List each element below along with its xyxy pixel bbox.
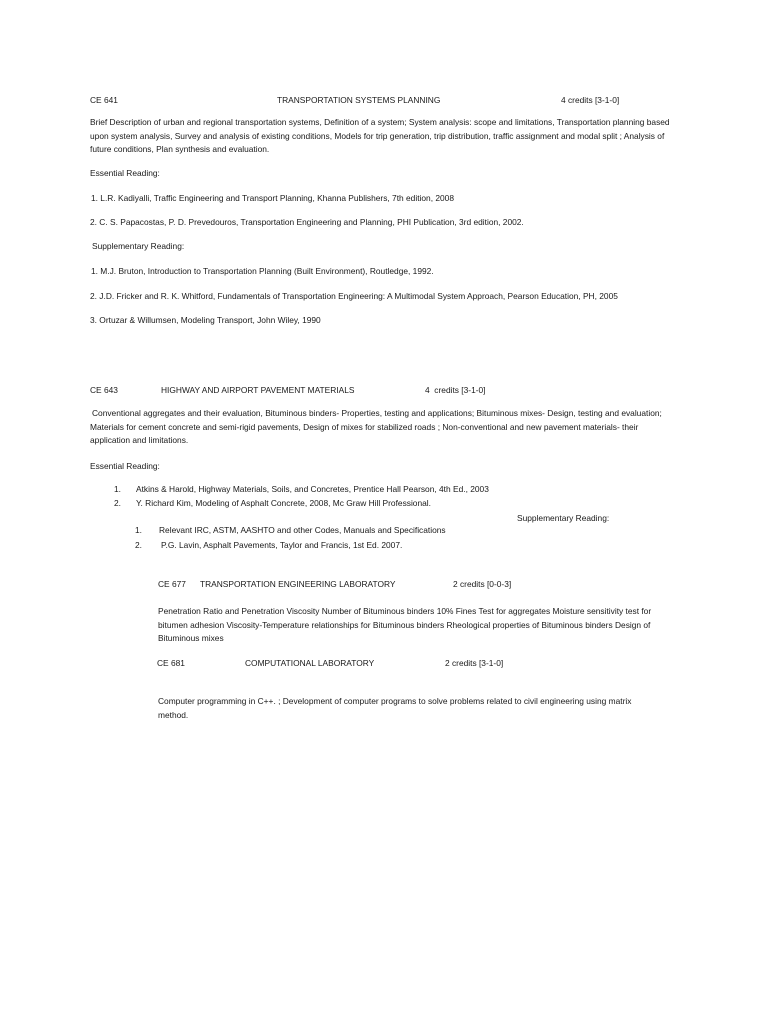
supplementary-reading-heading: Supplementary Reading: <box>517 513 610 523</box>
course-title: TRANSPORTATION SYSTEMS PLANNING <box>277 95 441 105</box>
course-credits: 2 credits [0-0-3] <box>453 579 512 589</box>
course-title: TRANSPORTATION ENGINEERING LABORATORY <box>200 579 396 589</box>
reference-item: Atkins & Harold, Highway Materials, Soils, and Concretes, Prentice Hall Pearson, 4th Ed., 2003 <box>136 484 489 494</box>
list-number: 1. <box>114 484 121 494</box>
reference-item: P.G. Lavin, Asphalt Pavements, Taylor and Francis, 1st Ed. 2007. <box>161 540 403 550</box>
essential-reading-heading: Essential Reading: <box>90 168 160 178</box>
reference-item: 2. J.D. Fricker and R. K. Whitford, Fundamentals of Transportation Engineering: A Multimodal System Approach, Pearson Education, PH, 2005 <box>90 291 618 301</box>
reference-item: Relevant IRC, ASTM, AASHTO and other Codes, Manuals and Specifications <box>159 525 446 535</box>
list-number: 1. <box>135 525 142 535</box>
course-description: Computer programming in C++. ; Development of computer programs to solve problems related to civil engineering using matrix method. <box>158 696 632 720</box>
essential-reading-heading: Essential Reading: <box>90 461 160 471</box>
course-description: Penetration Ratio and Penetration Viscosity Number of Bituminous binders 10% Fines Test for aggregates Moisture sensitivity test for bitumen adhesion Viscosity-Temperature relationships for Bituminous binders Rheological properties of Bituminous binders Design of Bituminous mixes <box>158 606 652 643</box>
reference-item: Y. Richard Kim, Modeling of Asphalt Concrete, 2008, Mc Graw Hill Professional. <box>136 498 431 508</box>
course-credits: 4 credits [3-1-0] <box>425 385 486 395</box>
course-title: COMPUTATIONAL LABORATORY <box>245 658 375 668</box>
course-code: CE 643 <box>90 385 118 395</box>
reference-item: 3. Ortuzar & Willumsen, Modeling Transport, John Wiley, 1990 <box>90 315 321 325</box>
reference-item: 2. C. S. Papacostas, P. D. Prevedouros, Transportation Engineering and Planning, PHI Publication, 3rd edition, 2002. <box>90 217 524 227</box>
course-description: Brief Description of urban and regional transportation systems, Definition of a system; System analysis: scope and limitations, Transportation planning based upon system analysis, Survey and analysis of existing conditions, Models for trip generation, trip distribution, traffic assignment and modal split ; Analysis of future conditions, Plan synthesis and evaluation. <box>90 117 670 154</box>
reference-item: 1. L.R. Kadiyalli, Traffic Engineering and Transport Planning, Khanna Publishers, 7th edition, 2008 <box>91 193 454 203</box>
course-code: CE 677 <box>158 579 186 589</box>
course-title: HIGHWAY AND AIRPORT PAVEMENT MATERIALS <box>161 385 355 395</box>
course-code: CE 681 <box>157 658 185 668</box>
list-number: 2. <box>135 540 142 550</box>
list-number: 2. <box>114 498 121 508</box>
supplementary-reading-heading: Supplementary Reading: <box>92 241 185 251</box>
course-credits: 4 credits [3-1-0] <box>561 95 620 105</box>
course-code: CE 641 <box>90 95 118 105</box>
course-description: Conventional aggregates and their evaluation, Bituminous binders- Properties, testing and applications; Bituminous mixes- Design, testing and evaluation; Materials for cement concrete and semi-rigid pavements, Design of mixes for stabilized roads ; Non-conventional and new pavement materials- their application and limitations. <box>90 408 662 445</box>
course-credits: 2 credits [3-1-0] <box>445 658 504 668</box>
reference-item: 1. M.J. Bruton, Introduction to Transportation Planning (Built Environment), Routledge, 1992. <box>91 266 434 276</box>
